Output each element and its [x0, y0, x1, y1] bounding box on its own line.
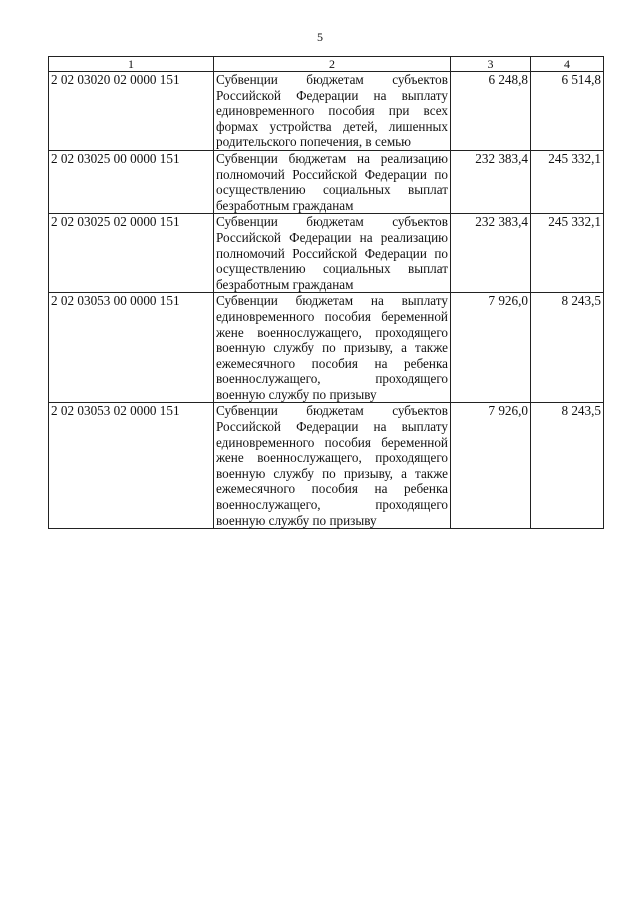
- table-row: [49, 214, 604, 293]
- budget-code: 2 02 03053 02 0000 151: [49, 403, 214, 529]
- amount-col3: 232 383,4: [451, 150, 531, 213]
- column-header-3: 3: [451, 57, 531, 72]
- budget-table: [48, 56, 604, 529]
- amount-col4: 245 332,1: [531, 150, 604, 213]
- amount-col4: 6 514,8: [531, 72, 604, 151]
- amount-col4: 8 243,5: [531, 293, 604, 403]
- item-description: Субвенции бюджетам субъектов Российской Федерации на реализацию полномочий Российской Федерации по осуществлению социальных выплат безработным гражданам: [214, 214, 451, 293]
- budget-code: 2 02 03020 02 0000 151: [49, 72, 214, 151]
- table-row: [49, 403, 604, 529]
- column-header-4: 4: [531, 57, 604, 72]
- amount-col3: 7 926,0: [451, 403, 531, 529]
- amount-col3: 232 383,4: [451, 214, 531, 293]
- budget-code: 2 02 03025 00 0000 151: [49, 150, 214, 213]
- table-row: [49, 150, 604, 213]
- amount-col4: 8 243,5: [531, 403, 604, 529]
- table-row: [49, 72, 604, 151]
- item-description: Субвенции бюджетам на реализацию полномочий Российской Федерации по осуществлению социальных выплат безработным гражданам: [214, 150, 451, 213]
- amount-col3: 6 248,8: [451, 72, 531, 151]
- page-number: 5: [317, 30, 323, 44]
- amount-col3: 7 926,0: [451, 293, 531, 403]
- column-header-2: 2: [214, 57, 451, 72]
- budget-code: 2 02 03025 02 0000 151: [49, 214, 214, 293]
- item-description: Субвенции бюджетам субъектов Российской Федерации на выплату единовременного пособия при всех формах устройства детей, лишенных родительского попечения, в семью: [214, 72, 451, 151]
- item-description: Субвенции бюджетам субъектов Российской Федерации на выплату единовременного пособия беременной жене военнослужащего, проходящего военную службу по призыву, а также ежемесячного пособия на ребенка военнослужащего, проходящего военную службу по призыву: [214, 403, 451, 529]
- budget-code: 2 02 03053 00 0000 151: [49, 293, 214, 403]
- item-description: Субвенции бюджетам на выплату единовременного пособия беременной жене военнослужащего, проходящего военную службу по призыву, а также ежемесячного пособия на ребенка военнослужащего, проходящего военную службу по призыву: [214, 293, 451, 403]
- column-header-1: 1: [49, 57, 214, 72]
- table-row: [49, 293, 604, 403]
- amount-col4: 245 332,1: [531, 214, 604, 293]
- table-header-row: [49, 57, 604, 72]
